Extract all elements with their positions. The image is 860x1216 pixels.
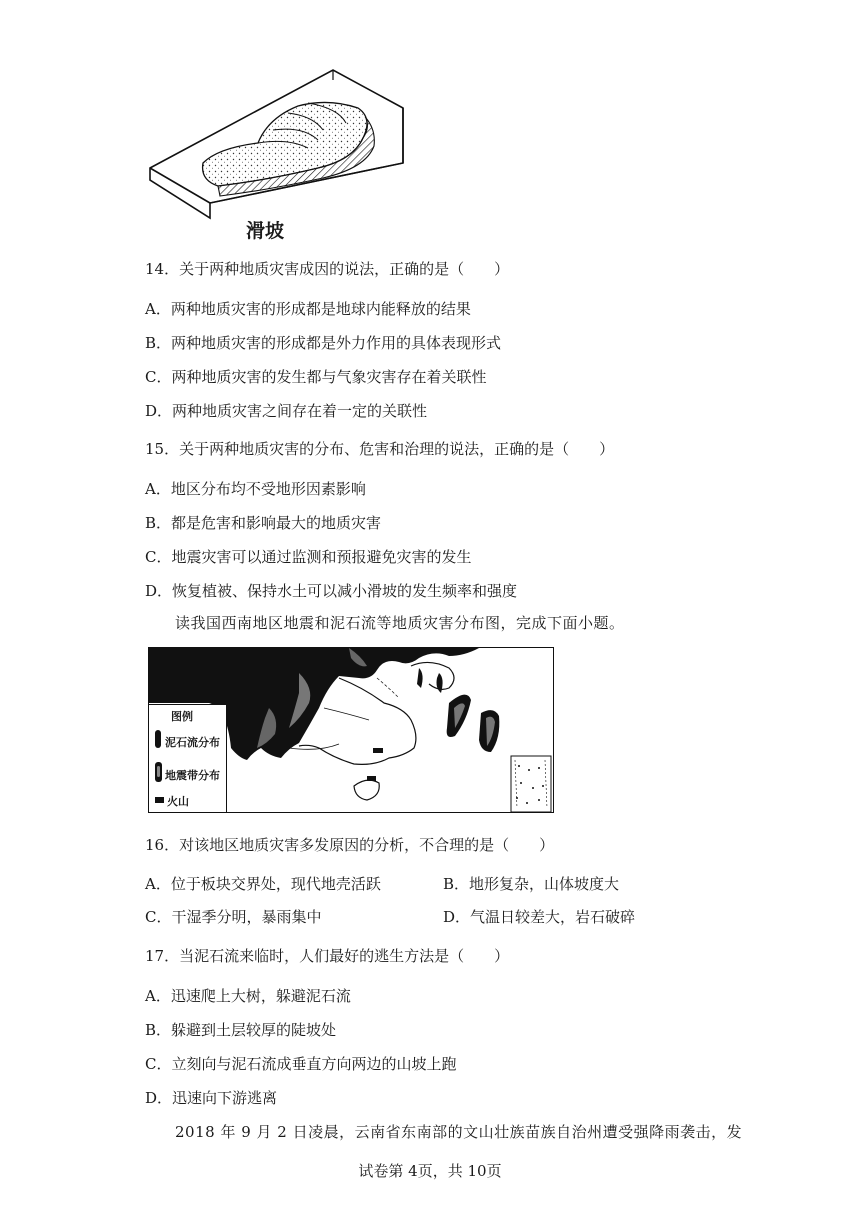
question-17-stem: 17．当泥石流来临时，人们最好的逃生方法是（ ） (145, 947, 510, 965)
q14-option-d[interactable]: D．两种地质灾害之间存在着一定的关联性 (145, 402, 428, 420)
legend-title: 图例 (171, 710, 193, 723)
q15-option-b[interactable]: B．都是危害和影响最大的地质灾害 (145, 514, 382, 532)
q15-option-d[interactable]: D．恢复植被、保持水土可以减小滑坡的发生频率和强度 (145, 582, 518, 600)
legend-item-volcano: 火山 (167, 795, 189, 808)
map-intro-text: 读我国西南地区地震和泥石流等地质灾害分布图，完成下面小题。 (175, 614, 625, 632)
legend-seismic-belt-icon (155, 762, 162, 782)
legend-item-debris-flow: 泥石流分布 (165, 736, 220, 749)
q17-option-c[interactable]: C．立刻向与泥石流成垂直方向两边的山坡上跑 (145, 1055, 457, 1073)
question-15-stem: 15．关于两种地质灾害的分布、危害和治理的说法，正确的是（ ） (145, 440, 615, 458)
q17-option-b[interactable]: B．躲避到土层较厚的陡坡处 (145, 1021, 337, 1039)
q16-option-d[interactable]: D．气温日较差大，岩石破碎 (443, 908, 636, 926)
question-16-stem: 16．对该地区地质灾害多发原因的分析，不合理的是（ ） (145, 836, 555, 854)
legend-item-seismic-belt: 地震带分布 (165, 769, 220, 782)
q14-option-c[interactable]: C．两种地质灾害的发生都与气象灾害存在着关联性 (145, 368, 487, 386)
q16-option-b[interactable]: B．地形复杂，山体坡度大 (443, 875, 620, 893)
landslide-figure (148, 68, 408, 243)
disaster-map (148, 647, 554, 813)
map-legend (149, 704, 227, 812)
question-14-stem: 14．关于两种地质灾害成因的说法，正确的是（ ） (145, 260, 510, 278)
page-footer: 试卷第 4页，共 10页 (358, 1162, 502, 1180)
q14-option-b[interactable]: B．两种地质灾害的形成都是外力作用的具体表现形式 (145, 334, 502, 352)
passage-intro-text: 2018 年 9 月 2 日凌晨，云南省东南部的文山壮族苗族自治州遭受强降雨袭击，发 (175, 1123, 743, 1141)
q17-option-d[interactable]: D．迅速向下游逃离 (145, 1089, 278, 1107)
q16-option-c[interactable]: C．干湿季分明，暴雨集中 (145, 908, 322, 926)
q16-option-a[interactable]: A．位于板块交界处，现代地壳活跃 (145, 875, 381, 893)
q14-option-a[interactable]: A．两种地质灾害的形成都是地球内能释放的结果 (145, 300, 471, 318)
q15-option-c[interactable]: C．地震灾害可以通过监测和预报避免灾害的发生 (145, 548, 472, 566)
legend-debris-flow-icon (155, 730, 161, 748)
q17-option-a[interactable]: A．迅速爬上大树，躲避泥石流 (145, 987, 351, 1005)
legend-volcano-icon (155, 797, 164, 803)
q15-option-a[interactable]: A．地区分布均不受地形因素影响 (145, 480, 366, 498)
figure-caption: 滑坡 (246, 220, 285, 242)
